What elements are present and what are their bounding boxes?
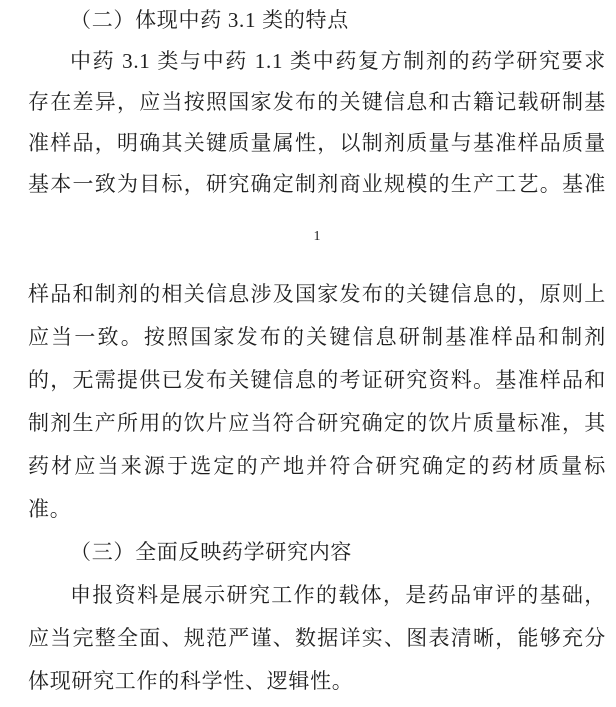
- text-line: 存在差异，应当按照国家发布的关键信息和古籍记载研制基: [28, 90, 606, 114]
- text-column: [28, 0, 606, 703]
- section-heading-3: （三）全面反映药学研究内容: [70, 540, 353, 564]
- text-line: 药材应当来源于选定的产地并符合研究确定的药材质量标: [28, 454, 606, 478]
- text-line: 体现研究工作的科学性、逻辑性。: [28, 669, 354, 693]
- section-heading-2: （二）体现中药 3.1 类的特点: [70, 8, 349, 32]
- text-line: 样品和制剂的相关信息涉及国家发布的关键信息的，原则上: [28, 282, 606, 306]
- text-line: 应当一致。按照国家发布的关键信息研制基准样品和制剂: [28, 325, 606, 349]
- text-line: 准样品，明确其关键质量属性，以制剂质量与基准样品质量: [28, 131, 606, 155]
- text-line: 申报资料是展示研究工作的载体，是药品审评的基础，: [70, 583, 606, 607]
- text-line: 中药 3.1 类与中药 1.1 类中药复方制剂的药学研究要求: [70, 49, 606, 73]
- page-number: 1: [313, 229, 321, 244]
- page1-text-block: [28, 0, 606, 205]
- text-line: 的，无需提供已发布关键信息的考证研究资料。基准样品和: [28, 368, 606, 392]
- text-line: 基本一致为目标，研究确定制剂商业规模的生产工艺。基准: [28, 172, 606, 196]
- page2-text-block: [28, 273, 606, 703]
- text-line: 准。: [28, 497, 72, 521]
- text-line: 制剂生产所用的饮片应当符合研究确定的饮片质量标准，其: [28, 411, 606, 435]
- text-line: 应当完整全面、规范严谨、数据详实、图表清晰，能够充分: [28, 626, 606, 650]
